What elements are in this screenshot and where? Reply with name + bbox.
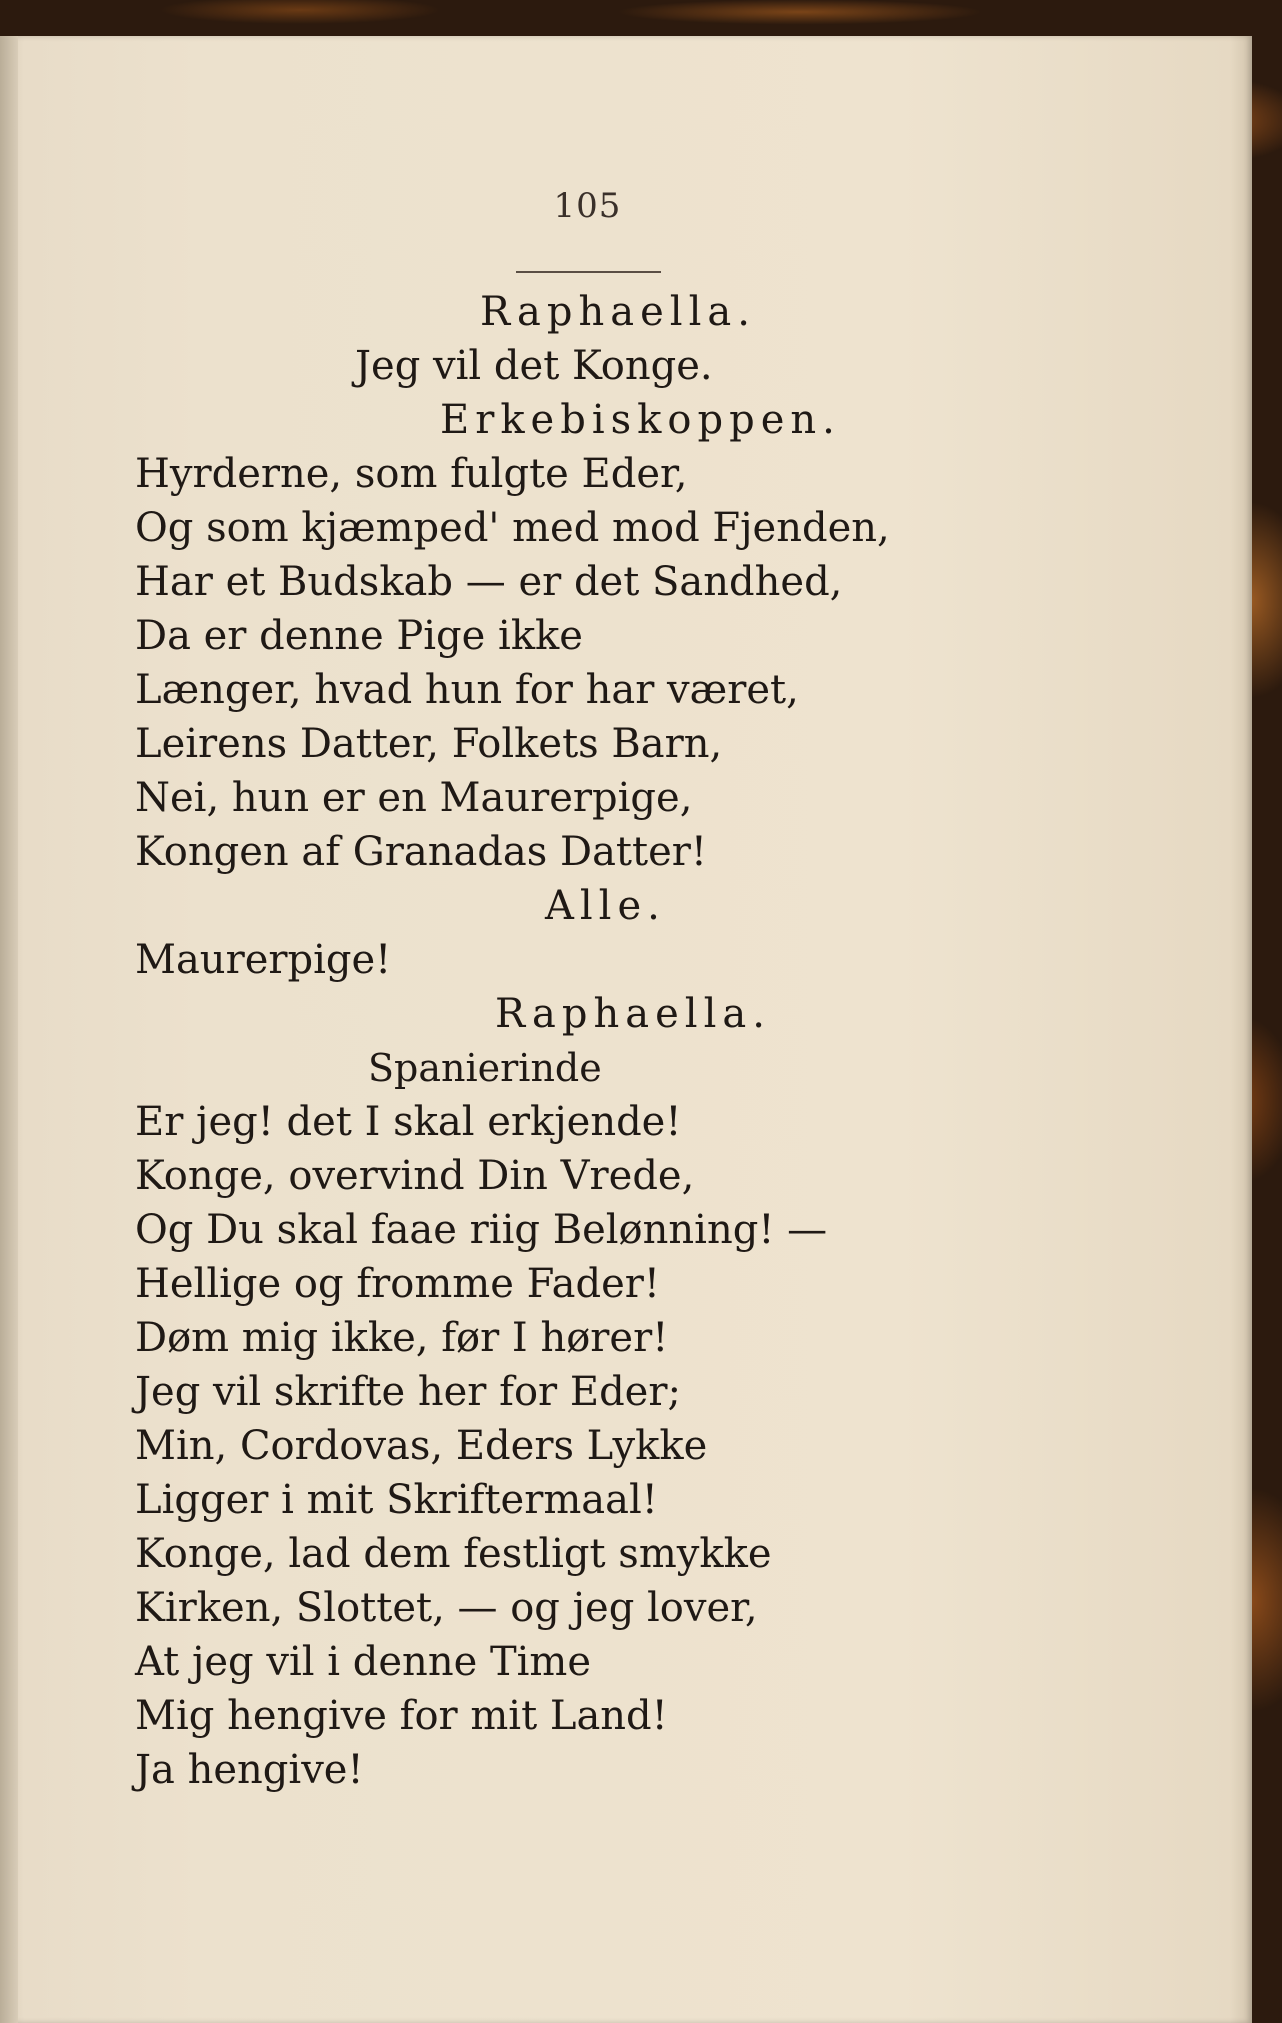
verse-line: Leirens Datter, Folkets Barn, xyxy=(135,721,723,767)
verse-line: Konge, overvind Din Vrede, xyxy=(135,1153,695,1199)
verse-line: Og Du skal faae riig Belønning! — xyxy=(135,1207,828,1253)
speaker-name: Erkebiskoppen. xyxy=(440,397,841,443)
speaker-name: Raphaella. xyxy=(495,991,771,1037)
header-rule xyxy=(516,271,661,273)
verse-line: Mig hengive for mit Land! xyxy=(135,1693,668,1739)
verse-line: Ligger i mit Skriftermaal! xyxy=(135,1477,658,1523)
verse-line: Da er denne Pige ikke xyxy=(135,613,583,659)
verse-line: Konge, lad dem festligt smykke xyxy=(135,1531,772,1577)
verse-line: Kirken, Slottet, — og jeg lover, xyxy=(135,1585,758,1631)
verse-line: Kongen af Granadas Datter! xyxy=(135,829,707,875)
speaker-name: Alle. xyxy=(545,883,666,929)
page-number: 105 xyxy=(553,186,622,226)
verse-line: Døm mig ikke, før I hører! xyxy=(135,1315,669,1361)
verse-line: Jeg vil skrifte her for Eder; xyxy=(135,1369,681,1415)
verse-line: Nei, hun er en Maurerpige, xyxy=(135,775,693,821)
book-page xyxy=(0,36,1252,2023)
verse-line: Hyrderne, som fulgte Eder, xyxy=(135,451,688,497)
verse-line: Og som kjæmped' med mod Fjenden, xyxy=(135,505,890,551)
verse-line: Ja hengive! xyxy=(135,1747,364,1793)
dialogue-line: Spanierinde xyxy=(368,1046,602,1090)
verse-line: Længer, hvad hun for har været, xyxy=(135,667,799,713)
verse-line: Er jeg! det I skal erkjende! xyxy=(135,1099,682,1145)
speaker-name: Raphaella. xyxy=(480,289,756,335)
dialogue-line: Maurerpige! xyxy=(135,937,392,983)
verse-line: Hellige og fromme Fader! xyxy=(135,1261,660,1307)
verse-line: Har et Budskab — er det Sandhed, xyxy=(135,559,843,605)
verse-line: At jeg vil i denne Time xyxy=(135,1639,592,1685)
verse-line: Min, Cordovas, Eders Lykke xyxy=(135,1423,708,1469)
page-gutter xyxy=(0,36,18,2023)
dialogue-line: Jeg vil det Konge. xyxy=(355,343,713,389)
